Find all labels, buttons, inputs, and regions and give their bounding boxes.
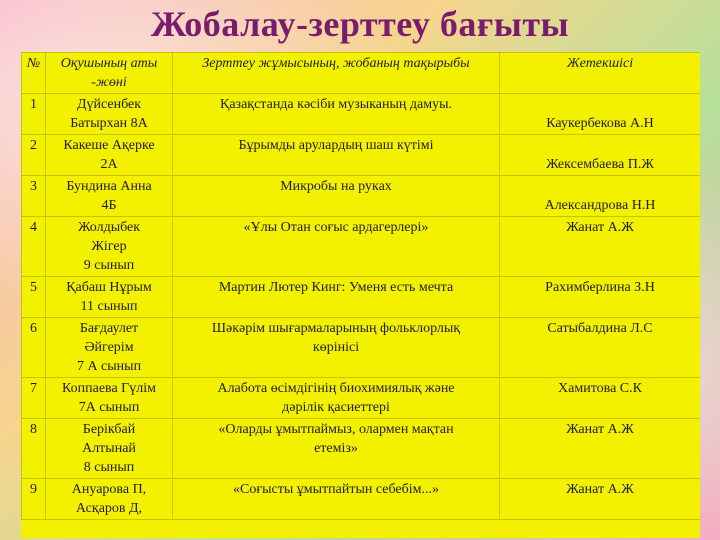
leader-cell	[500, 419, 701, 479]
student-line: 9 сынып	[83, 258, 135, 273]
topic-line: Бұрымды арулардың шаш күтімі	[238, 138, 434, 153]
table-row	[22, 217, 701, 277]
student-cell	[46, 217, 173, 277]
projects-table-container	[21, 52, 700, 538]
student-line: Какеше Ақерке	[63, 138, 155, 153]
topic-cell	[173, 94, 500, 135]
student-line: Дүйсенбек	[76, 97, 142, 112]
table-row	[22, 135, 701, 176]
student-line: 2А	[100, 157, 118, 172]
row-number: 3	[22, 176, 46, 217]
topic-line: Шәкәрім шығармаларының фольклорлық	[211, 321, 461, 336]
table-row	[22, 479, 701, 520]
leader-cell	[500, 479, 701, 520]
student-line: 8 сынып	[83, 460, 135, 475]
projects-table	[21, 52, 700, 520]
topic-cell	[173, 135, 500, 176]
student-cell	[46, 419, 173, 479]
table-row	[22, 318, 701, 378]
student-cell	[46, 176, 173, 217]
leader-cell	[500, 277, 701, 318]
student-line: Бундина Анна	[66, 179, 152, 194]
row-number: 2	[22, 135, 46, 176]
row-number: 1	[22, 94, 46, 135]
leader-cell	[500, 135, 701, 176]
topic-line: Микробы на руках	[280, 179, 392, 194]
table-row	[22, 378, 701, 419]
student-line: Қабаш Нұрым	[66, 280, 152, 295]
header-student: Оқушының аты -жөні	[46, 53, 173, 94]
topic-line: «Ұлы Отан соғыс ардагерлері»	[243, 220, 429, 235]
student-line: Батырхан 8А	[70, 116, 148, 131]
student-line: 7 А сынып	[76, 359, 142, 374]
topic-line: дәрілік қасиеттері	[282, 400, 390, 415]
topic-cell	[173, 217, 500, 277]
topic-line: Алабота өсімдігінің биохимиялық және	[217, 381, 455, 396]
student-line: Алтынай	[82, 441, 136, 456]
student-line: Берікбай	[82, 422, 136, 437]
leader-cell	[500, 94, 701, 135]
leader-cell	[500, 378, 701, 419]
student-cell	[46, 94, 173, 135]
header-topic: Зерттеу жұмысының, жобаның тақырыбы	[173, 53, 500, 94]
topic-cell	[173, 419, 500, 479]
row-number: 5	[22, 277, 46, 318]
topic-line: Мартин Лютер Кинг: Уменя есть мечта	[218, 280, 454, 295]
student-line: 4Б	[101, 198, 117, 213]
student-line: Бағдаулет	[79, 321, 139, 336]
topic-line: көрінісі	[312, 340, 360, 355]
student-cell	[46, 479, 173, 520]
leader-name: Жанат А.Ж	[566, 220, 634, 235]
leader-name: Александрова Н.Н	[544, 198, 656, 213]
page-title: Жобалау-зерттеу бағыты	[150, 4, 570, 44]
leader-name: Жанат А.Ж	[566, 422, 634, 437]
topic-line: «Соғысты ұмытпайтын себебім...»	[233, 482, 439, 497]
leader-name: Жанат А.Ж	[566, 482, 634, 497]
row-number: 4	[22, 217, 46, 277]
table-row	[22, 176, 701, 217]
table-row	[22, 277, 701, 318]
student-cell	[46, 135, 173, 176]
header-leader: Жетекшісі	[500, 53, 701, 94]
table-row	[22, 419, 701, 479]
table-header-row	[22, 53, 701, 94]
student-cell	[46, 277, 173, 318]
student-line: 11 сынып	[80, 299, 138, 314]
topic-cell	[173, 277, 500, 318]
topic-cell	[173, 378, 500, 419]
leader-cell	[500, 176, 701, 217]
header-number: №	[22, 53, 46, 94]
topic-cell	[173, 479, 500, 520]
topic-line: «Оларды ұмытпаймыз, олармен мақтан	[218, 422, 454, 437]
student-line: 7А сынып	[78, 400, 140, 415]
leader-name: Сатыбалдина Л.С	[547, 321, 653, 336]
row-number: 7	[22, 378, 46, 419]
student-line: Ануарова П,	[71, 482, 147, 497]
row-number: 6	[22, 318, 46, 378]
table-row	[22, 94, 701, 135]
topic-cell	[173, 318, 500, 378]
student-line: Жолдыбек	[77, 220, 141, 235]
leader-cell	[500, 217, 701, 277]
leader-name: Рахимберлина З.Н	[545, 280, 655, 295]
topic-line: Қазақстанда кәсіби музыканың дамуы.	[220, 97, 452, 112]
leader-name: Каукербекова А.Н	[546, 116, 654, 131]
leader-name: Хамитова С.К	[558, 381, 642, 396]
row-number: 8	[22, 419, 46, 479]
student-line: Әйгерім	[84, 340, 134, 355]
leader-name: Жексембаева П.Ж	[546, 157, 654, 172]
row-number: 9	[22, 479, 46, 520]
leader-cell	[500, 318, 701, 378]
topic-cell	[173, 176, 500, 217]
student-cell	[46, 318, 173, 378]
student-line: Асқаров Д,	[75, 501, 143, 516]
student-line: Жігер	[91, 239, 127, 254]
student-line: Коппаева Гүлім	[61, 381, 157, 396]
topic-line: етеміз»	[314, 441, 358, 456]
student-cell	[46, 378, 173, 419]
